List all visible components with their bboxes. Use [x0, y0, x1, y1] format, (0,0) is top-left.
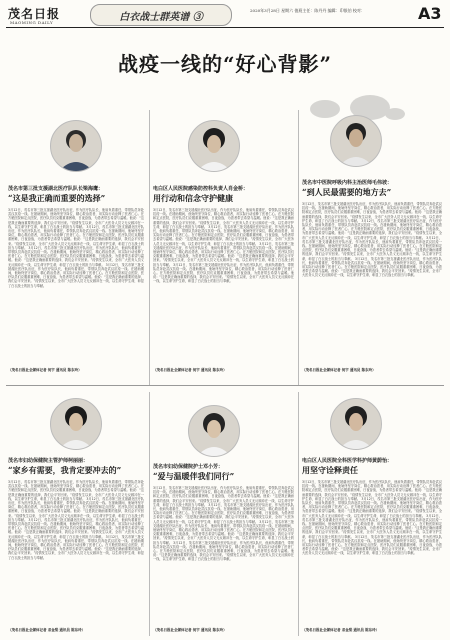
portrait-photo-1 [50, 120, 102, 172]
article-6-title: 用坚守诠释责任 [302, 465, 358, 475]
article-2-footer: （茂名日报社全媒体记者 何宇 通讯员 陈东玲） [153, 368, 227, 372]
article-1-body: 3月12日，茂名市第三批支援湖北医疗队出征，作为医疗队队长，他肩负着重任，带领队员奔赴武汉抗疫一线。在援助期间，他始终坚守岗位，精心救治患者，用实际行动诠释了医者仁心。在方舱医院和定点医院，医疗队员们克服重重困难，日夜奋战，为患者带去希望与温暖。他说：“这是我正确而重要的选择，我们会平安回来。”疫情发生以来，全市广大医务人员义无反顾冲在一线，以生命守护生命，彰显了白衣战士的担当与奉献。 3月12日，茂名市第三批支援湖北医疗队出征，作为医疗队队长，他肩负着重任，带领队员奔赴武汉抗疫一线。在援助期间，他始终坚守岗位，精心救治患者，用实际行动诠释了医者仁心。在方舱医院和定点医院，医疗队员们克服重重困难，日夜奋战，为患者带去希望与温暖。他说：“这是我正确而重要的选择，我们会平安回来。”疫情发生以来，全市广大医务人员义无反顾冲在一线，以生命守护生命，彰显了白衣战士的担当与奉献。 3月12日，茂名市第三批支援湖北医疗队出征，作为医疗队队长，他肩负着重任，带领队员奔赴武汉抗疫一线。在援助期间，他始终坚守岗位，精心救治患者，用实际行动诠释了医者仁心。在方舱医院和定点医院，医疗队员们克服重重困难，日夜奋战，为患者带去希望与温暖。他说：“这是我正确而重要的选择，我们会平安回来。”疫情发生以来，全市广大医务人员义无反顾冲在一线，以生命守护生命，彰显了白衣战士的担当与奉献。 3月12日，茂名市第三批支援湖北医疗队出征，作为医疗队队长，他肩负着重任，带领队员奔赴武汉抗疫一线。在援助期间，他始终坚守岗位，精心救治患者，用实际行动诠释了医者仁心。在方舱医院和定点医院，医疗队员们克服重重困难，日夜奋战，为患者带去希望与温暖。他说：“这是我正确而重要的选择，我们会平安回来。”疫情发生以来，全市广大医务人员义无反顾冲在一线，以生命守护生命，彰显了白衣战士的担当与奉献。 [8, 208, 144, 288]
portrait-photo-5 [188, 405, 240, 457]
newspaper-logo-en: MAOMING DAILY [10, 20, 54, 25]
article-2-kicker: 电白区人民医院感染防控科负责人肖金桥： [153, 186, 249, 192]
article-2-title: 用行动和信念守护健康 [153, 193, 233, 203]
article-5-kicker: 茂名市妇幼保健院护士邓小芳： [153, 464, 224, 470]
article-4-footer: （茂名日报社全媒体记者 邓金梁 通讯员 陈东玲） [8, 628, 86, 632]
masthead-rule [6, 27, 444, 28]
issue-meta: 2020年3月28日 星期六 值班主任：陈丹丹 编辑：印银伯 校对： [250, 8, 365, 13]
page-number: A3 [418, 4, 442, 23]
article-1-kicker: 茂名市第三批支援湖北医疗队队长梁海鹰： [8, 186, 104, 192]
article-3-kicker: 茂名市中医院呼吸内科主治医师毛伟坡： [302, 180, 393, 186]
portrait-photo-2 [188, 120, 240, 172]
column-rule [149, 392, 150, 636]
newspaper-logo: 茂名日报 [8, 7, 61, 21]
page-headline: 战疫一线的“好心背影” [117, 52, 332, 76]
column-rule [149, 110, 150, 385]
article-6-footer: （茂名日报社全媒体记者 邓金梁 通讯员 陈东玲） [302, 628, 380, 632]
article-3-footer: （茂名日报社全媒体记者 何宇 通讯员 陈东玲） [302, 368, 376, 372]
article-4-title: “家乡有需要，我肯定要冲去的” [8, 465, 122, 475]
article-1-title: “这是我正确而重要的选择” [8, 193, 106, 203]
portrait-photo-6 [330, 398, 382, 450]
column-rule [298, 110, 299, 385]
article-5-title: “爱与温暖伴我们同行” [153, 471, 235, 481]
article-2-body: 3月12日，茂名市第三批支援湖北医疗队出征，作为医疗队队长，他肩负着重任，带领队员奔赴武汉抗疫一线。在援助期间，他始终坚守岗位，精心救治患者，用实际行动诠释了医者仁心。在方舱医院和定点医院，医疗队员们克服重重困难，日夜奋战，为患者带去希望与温暖。他说：“这是我正确而重要的选择，我们会平安回来。”疫情发生以来，全市广大医务人员义无反顾冲在一线，以生命守护生命，彰显了白衣战士的担当与奉献。 3月12日，茂名市第三批支援湖北医疗队出征，作为医疗队队长，他肩负着重任，带领队员奔赴武汉抗疫一线。在援助期间，他始终坚守岗位，精心救治患者，用实际行动诠释了医者仁心。在方舱医院和定点医院，医疗队员们克服重重困难，日夜奋战，为患者带去希望与温暖。他说：“这是我正确而重要的选择，我们会平安回来。”疫情发生以来，全市广大医务人员义无反顾冲在一线，以生命守护生命，彰显了白衣战士的担当与奉献。 3月12日，茂名市第三批支援湖北医疗队出征，作为医疗队队长，他肩负着重任，带领队员奔赴武汉抗疫一线。在援助期间，他始终坚守岗位，精心救治患者，用实际行动诠释了医者仁心。在方舱医院和定点医院，医疗队员们克服重重困难，日夜奋战，为患者带去希望与温暖。他说：“这是我正确而重要的选择，我们会平安回来。”疫情发生以来，全市广大医务人员义无反顾冲在一线，以生命守护生命，彰显了白衣战士的担当与奉献。 3月12日，茂名市第三批支援湖北医疗队出征，作为医疗队队长，他肩负着重任，带领队员奔赴武汉抗疫一线。在援助期间，他始终坚守岗位，精心救治患者，用实际行动诠释了医者仁心。在方舱医院和定点医院，医疗队员们克服重重困难，日夜奋战，为患者带去希望与温暖。他说：“这是我正确而重要的选择，我们会平安回来。”疫情发生以来，全市广大医务人员义无反顾冲在一线，以生命守护生命，彰显了白衣战士的担当与奉献。 [153, 208, 294, 284]
series-banner [90, 4, 232, 26]
article-5-body: 3月12日，茂名市第三批支援湖北医疗队出征，作为医疗队队长，他肩负着重任，带领队员奔赴武汉抗疫一线。在援助期间，他始终坚守岗位，精心救治患者，用实际行动诠释了医者仁心。在方舱医院和定点医院，医疗队员们克服重重困难，日夜奋战，为患者带去希望与温暖。他说：“这是我正确而重要的选择，我们会平安回来。”疫情发生以来，全市广大医务人员义无反顾冲在一线，以生命守护生命，彰显了白衣战士的担当与奉献。 3月12日，茂名市第三批支援湖北医疗队出征，作为医疗队队长，他肩负着重任，带领队员奔赴武汉抗疫一线。在援助期间，他始终坚守岗位，精心救治患者，用实际行动诠释了医者仁心。在方舱医院和定点医院，医疗队员们克服重重困难，日夜奋战，为患者带去希望与温暖。他说：“这是我正确而重要的选择，我们会平安回来。”疫情发生以来，全市广大医务人员义无反顾冲在一线，以生命守护生命，彰显了白衣战士的担当与奉献。 3月12日，茂名市第三批支援湖北医疗队出征，作为医疗队队长，他肩负着重任，带领队员奔赴武汉抗疫一线。在援助期间，他始终坚守岗位，精心救治患者，用实际行动诠释了医者仁心。在方舱医院和定点医院，医疗队员们克服重重困难，日夜奋战，为患者带去希望与温暖。他说：“这是我正确而重要的选择，我们会平安回来。”疫情发生以来，全市广大医务人员义无反顾冲在一线，以生命守护生命，彰显了白衣战士的担当与奉献。 3月12日，茂名市第三批支援湖北医疗队出征，作为医疗队队长，他肩负着重任，带领队员奔赴武汉抗疫一线。在援助期间，他始终坚守岗位，精心救治患者，用实际行动诠释了医者仁心。在方舱医院和定点医院，医疗队员们克服重重困难，日夜奋战，为患者带去希望与温暖。他说：“这是我正确而重要的选择，我们会平安回来。”疫情发生以来，全市广大医务人员义无反顾冲在一线，以生命守护生命，彰显了白衣战士的担当与奉献。 [153, 486, 294, 562]
article-3-body: 3月12日，茂名市第三批支援湖北医疗队出征，作为医疗队队长，他肩负着重任，带领队员奔赴武汉抗疫一线。在援助期间，他始终坚守岗位，精心救治患者，用实际行动诠释了医者仁心。在方舱医院和定点医院，医疗队员们克服重重困难，日夜奋战，为患者带去希望与温暖。他说：“这是我正确而重要的选择，我们会平安回来。”疫情发生以来，全市广大医务人员义无反顾冲在一线，以生命守护生命，彰显了白衣战士的担当与奉献。 3月12日，茂名市第三批支援湖北医疗队出征，作为医疗队队长，他肩负着重任，带领队员奔赴武汉抗疫一线。在援助期间，他始终坚守岗位，精心救治患者，用实际行动诠释了医者仁心。在方舱医院和定点医院，医疗队员们克服重重困难，日夜奋战，为患者带去希望与温暖。他说：“这是我正确而重要的选择，我们会平安回来。”疫情发生以来，全市广大医务人员义无反顾冲在一线，以生命守护生命，彰显了白衣战士的担当与奉献。 3月12日，茂名市第三批支援湖北医疗队出征，作为医疗队队长，他肩负着重任，带领队员奔赴武汉抗疫一线。在援助期间，他始终坚守岗位，精心救治患者，用实际行动诠释了医者仁心。在方舱医院和定点医院，医疗队员们克服重重困难，日夜奋战，为患者带去希望与温暖。他说：“这是我正确而重要的选择，我们会平安回来。”疫情发生以来，全市广大医务人员义无反顾冲在一线，以生命守护生命，彰显了白衣战士的担当与奉献。 3月12日，茂名市第三批支援湖北医疗队出征，作为医疗队队长，他肩负着重任，带领队员奔赴武汉抗疫一线。在援助期间，他始终坚守岗位，精心救治患者，用实际行动诠释了医者仁心。在方舱医院和定点医院，医疗队员们克服重重困难，日夜奋战，为患者带去希望与温暖。他说：“这是我正确而重要的选择，我们会平安回来。”疫情发生以来，全市广大医务人员义无反顾冲在一线，以生命守护生命，彰显了白衣战士的担当与奉献。 [302, 202, 442, 278]
article-5-footer: （茂名日报社全媒体记者 何宇 通讯员 陈东玲） [153, 628, 227, 632]
column-rule [298, 392, 299, 636]
article-1-footer: （茂名日报社全媒体记者 何宇 通讯员 陈东玲） [8, 368, 82, 372]
article-6-kicker: 电白区人民医院全科医学科护师黄蔚怡： [302, 458, 393, 464]
article-6-body: 3月12日，茂名市第三批支援湖北医疗队出征，作为医疗队队长，他肩负着重任，带领队员奔赴武汉抗疫一线。在援助期间，他始终坚守岗位，精心救治患者，用实际行动诠释了医者仁心。在方舱医院和定点医院，医疗队员们克服重重困难，日夜奋战，为患者带去希望与温暖。他说：“这是我正确而重要的选择，我们会平安回来。”疫情发生以来，全市广大医务人员义无反顾冲在一线，以生命守护生命，彰显了白衣战士的担当与奉献。 3月12日，茂名市第三批支援湖北医疗队出征，作为医疗队队长，他肩负着重任，带领队员奔赴武汉抗疫一线。在援助期间，他始终坚守岗位，精心救治患者，用实际行动诠释了医者仁心。在方舱医院和定点医院，医疗队员们克服重重困难，日夜奋战，为患者带去希望与温暖。他说：“这是我正确而重要的选择，我们会平安回来。”疫情发生以来，全市广大医务人员义无反顾冲在一线，以生命守护生命，彰显了白衣战士的担当与奉献。 3月12日，茂名市第三批支援湖北医疗队出征，作为医疗队队长，他肩负着重任，带领队员奔赴武汉抗疫一线。在援助期间，他始终坚守岗位，精心救治患者，用实际行动诠释了医者仁心。在方舱医院和定点医院，医疗队员们克服重重困难，日夜奋战，为患者带去希望与温暖。他说：“这是我正确而重要的选择，我们会平安回来。”疫情发生以来，全市广大医务人员义无反顾冲在一线，以生命守护生命，彰显了白衣战士的担当与奉献。 3月12日，茂名市第三批支援湖北医疗队出征，作为医疗队队长，他肩负着重任，带领队员奔赴武汉抗疫一线。在援助期间，他始终坚守岗位，精心救治患者，用实际行动诠释了医者仁心。在方舱医院和定点医院，医疗队员们克服重重困难，日夜奋战，为患者带去希望与温暖。他说：“这是我正确而重要的选择，我们会平安回来。”疫情发生以来，全市广大医务人员义无反顾冲在一线，以生命守护生命，彰显了白衣战士的担当与奉献。 [302, 480, 442, 556]
section-rule [6, 385, 444, 386]
article-3-title: “到人民最需要的地方去” [302, 187, 392, 197]
series-banner-text: 白衣战士群英谱 ③ [119, 11, 203, 23]
article-4-kicker: 茂名市妇幼保健院主管护师柯丽丽： [8, 458, 89, 464]
portrait-photo-4 [50, 398, 102, 450]
portrait-photo-3 [330, 115, 382, 167]
article-4-body: 3月12日，茂名市第三批支援湖北医疗队出征，作为医疗队队长，他肩负着重任，带领队员奔赴武汉抗疫一线。在援助期间，他始终坚守岗位，精心救治患者，用实际行动诠释了医者仁心。在方舱医院和定点医院，医疗队员们克服重重困难，日夜奋战，为患者带去希望与温暖。他说：“这是我正确而重要的选择，我们会平安回来。”疫情发生以来，全市广大医务人员义无反顾冲在一线，以生命守护生命，彰显了白衣战士的担当与奉献。 3月12日，茂名市第三批支援湖北医疗队出征，作为医疗队队长，他肩负着重任，带领队员奔赴武汉抗疫一线。在援助期间，他始终坚守岗位，精心救治患者，用实际行动诠释了医者仁心。在方舱医院和定点医院，医疗队员们克服重重困难，日夜奋战，为患者带去希望与温暖。他说：“这是我正确而重要的选择，我们会平安回来。”疫情发生以来，全市广大医务人员义无反顾冲在一线，以生命守护生命，彰显了白衣战士的担当与奉献。 3月12日，茂名市第三批支援湖北医疗队出征，作为医疗队队长，他肩负着重任，带领队员奔赴武汉抗疫一线。在援助期间，他始终坚守岗位，精心救治患者，用实际行动诠释了医者仁心。在方舱医院和定点医院，医疗队员们克服重重困难，日夜奋战，为患者带去希望与温暖。他说：“这是我正确而重要的选择，我们会平安回来。”疫情发生以来，全市广大医务人员义无反顾冲在一线，以生命守护生命，彰显了白衣战士的担当与奉献。 3月12日，茂名市第三批支援湖北医疗队出征，作为医疗队队长，他肩负着重任，带领队员奔赴武汉抗疫一线。在援助期间，他始终坚守岗位，精心救治患者，用实际行动诠释了医者仁心。在方舱医院和定点医院，医疗队员们克服重重困难，日夜奋战，为患者带去希望与温暖。他说：“这是我正确而重要的选择，我们会平安回来。”疫情发生以来，全市广大医务人员义无反顾冲在一线，以生命守护生命，彰显了白衣战士的担当与奉献。 [8, 480, 144, 560]
